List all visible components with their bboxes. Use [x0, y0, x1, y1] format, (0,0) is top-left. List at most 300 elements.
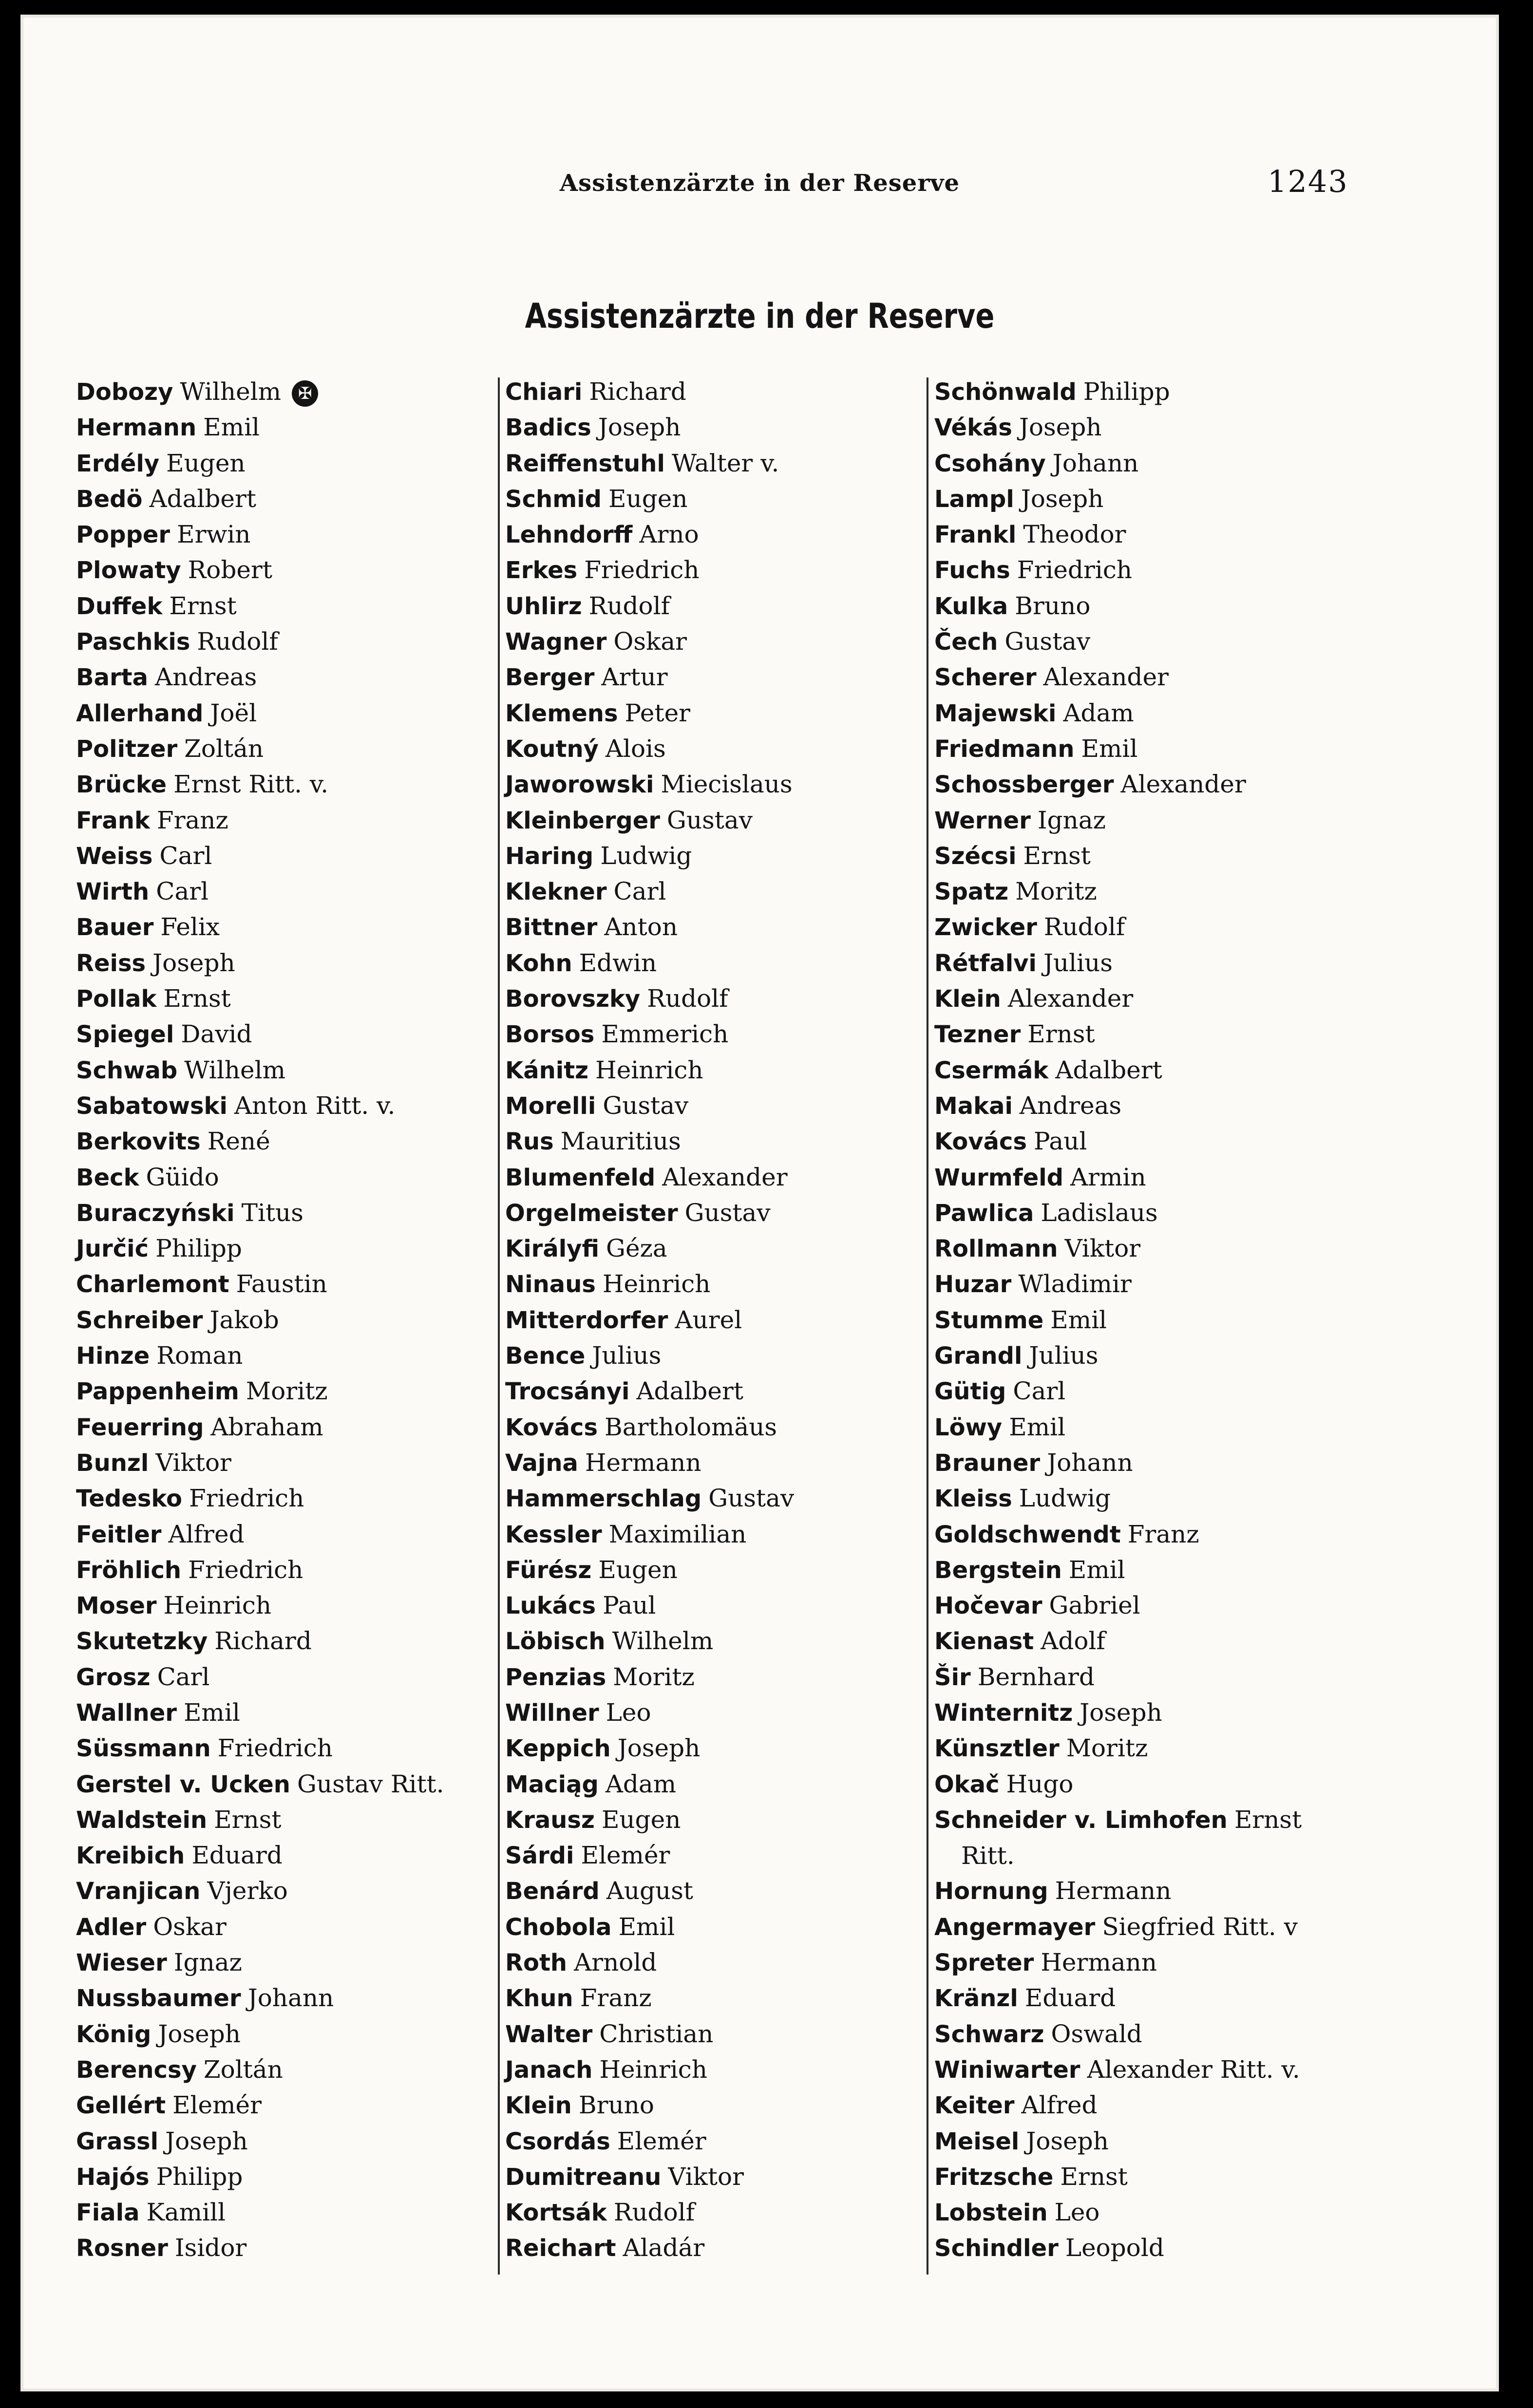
- surname: Schreiber: [76, 1306, 203, 1334]
- surname: Ninaus: [505, 1271, 596, 1298]
- surname: Koutný: [505, 735, 599, 763]
- list-item: [76, 1053, 495, 1088]
- list-item: [505, 696, 924, 731]
- given-name: Friedrich: [1017, 556, 1133, 584]
- list-item: [505, 446, 924, 481]
- list-item: [505, 1410, 924, 1445]
- surname: Roth: [505, 1949, 568, 1977]
- surname: Fuchs: [934, 557, 1010, 584]
- list-item: [505, 1373, 924, 1409]
- list-item: [76, 1945, 495, 1980]
- surname: Willner: [505, 1699, 599, 1727]
- given-name: Wilhelm: [184, 1055, 285, 1084]
- given-name: Joël: [210, 698, 257, 727]
- surname: Schmid: [505, 485, 602, 513]
- given-name: Maximilian: [608, 1520, 747, 1548]
- surname: Kohn: [505, 949, 572, 977]
- given-name: Ernst: [1234, 1805, 1302, 1834]
- surname: Kleiss: [934, 1485, 1012, 1513]
- list-item: [505, 945, 924, 981]
- given-name: Felix: [160, 913, 220, 941]
- list-item: [934, 1731, 1426, 1766]
- surname: Bence: [505, 1342, 586, 1370]
- list-item: [505, 1659, 924, 1695]
- list-item: [76, 981, 495, 1016]
- list-item: [76, 767, 495, 802]
- list-item: [76, 696, 495, 731]
- list-item: [505, 2052, 924, 2088]
- given-name: Heinrich: [599, 2055, 707, 2084]
- surname: Wagner: [505, 628, 607, 656]
- list-item: [934, 2195, 1426, 2230]
- surname: Lehndorff: [505, 521, 633, 549]
- list-item: [505, 1980, 924, 2016]
- given-name: Joseph: [1026, 2126, 1109, 2155]
- surname: Berger: [505, 664, 595, 692]
- surname: Kovács: [505, 1413, 598, 1441]
- surname: Rétfalvi: [934, 949, 1037, 977]
- surname: Okač: [934, 1770, 1000, 1798]
- given-name: Franz: [580, 1984, 652, 2013]
- surname: Löbisch: [505, 1628, 606, 1656]
- given-name: Franz: [1127, 1520, 1199, 1548]
- given-name: Hermann: [1041, 1948, 1157, 1977]
- given-name: Joseph: [1021, 484, 1104, 513]
- list-item: [505, 2159, 924, 2195]
- given-name: Mauritius: [560, 1127, 681, 1156]
- list-item: [76, 1588, 495, 1623]
- surname: Wieser: [76, 1949, 167, 1977]
- list-item: [934, 1802, 1426, 1874]
- surname: Lobstein: [934, 2199, 1048, 2227]
- surname: Gerstel v. Ucken: [76, 1770, 290, 1798]
- given-name: Eugen: [598, 1555, 678, 1584]
- given-name: Gabriel: [1049, 1591, 1140, 1620]
- given-name: Isidor: [174, 2234, 247, 2262]
- surname: Dumitreanu: [505, 2163, 662, 2191]
- surname: Wirth: [76, 878, 150, 906]
- surname: Reiffenstuhl: [505, 450, 665, 477]
- list-item: [76, 1338, 495, 1373]
- given-name: Viktor: [155, 1448, 231, 1477]
- surname: Kulka: [934, 592, 1008, 620]
- given-name: Viktor: [668, 2162, 744, 2191]
- list-item: [934, 1445, 1426, 1481]
- list-item: [505, 1517, 924, 1552]
- surname: Fritzsche: [934, 2163, 1054, 2191]
- given-name: Joseph: [165, 2126, 248, 2155]
- surname: Huzar: [934, 1271, 1012, 1298]
- given-name: Rudolf: [613, 2198, 695, 2227]
- list-item: [934, 1088, 1426, 1124]
- surname: Moser: [76, 1592, 157, 1620]
- list-item: [934, 481, 1426, 517]
- list-item: [76, 1517, 495, 1552]
- given-name: Andreas: [1019, 1091, 1122, 1120]
- given-name: Friedrich: [189, 1484, 304, 1513]
- list-item: [934, 552, 1426, 588]
- given-name: Rudolf: [647, 984, 728, 1013]
- list-item: [505, 374, 924, 410]
- surname: Goldschwendt: [934, 1521, 1121, 1548]
- given-name: Bruno: [1015, 591, 1091, 620]
- given-name: Erwin: [177, 520, 251, 549]
- surname: Hermann: [76, 414, 197, 442]
- list-item: [505, 1266, 924, 1302]
- given-name: Carl: [1013, 1377, 1066, 1406]
- surname: Borovszky: [505, 985, 641, 1013]
- surname: Trocsányi: [505, 1378, 630, 1406]
- given-name: Emil: [1050, 1305, 1107, 1334]
- given-name: Johann: [247, 1984, 334, 2013]
- surname: Keiter: [934, 2092, 1015, 2120]
- surname: Haring: [505, 842, 594, 870]
- surname: Badics: [505, 414, 591, 442]
- given-name: Ernst: [169, 591, 237, 620]
- surname: Zwicker: [934, 914, 1037, 941]
- list-item: [505, 1124, 924, 1159]
- surname: Scherer: [934, 664, 1037, 692]
- surname: Brücke: [76, 771, 167, 799]
- surname: Šir: [934, 1663, 971, 1691]
- surname: Klein: [505, 2092, 572, 2120]
- list-item: [934, 1195, 1426, 1231]
- given-name: Emil: [1009, 1412, 1066, 1441]
- surname: Pappenheim: [76, 1378, 239, 1406]
- given-name: Alexander: [1120, 770, 1246, 799]
- list-item: [934, 624, 1426, 659]
- given-name: Julius: [1043, 948, 1113, 977]
- list-item: [76, 1231, 495, 1266]
- given-name: Elemér: [172, 2091, 262, 2120]
- surname: Schossberger: [934, 771, 1114, 799]
- surname: Schwab: [76, 1056, 178, 1084]
- surname: Vranjican: [76, 1878, 201, 1905]
- given-name: Kamill: [146, 2198, 226, 2227]
- list-item: [76, 410, 495, 445]
- surname: Grassl: [76, 2127, 159, 2155]
- given-name: Julius: [592, 1341, 662, 1370]
- list-item: [76, 1980, 495, 2016]
- name-continuation: Ritt.: [961, 1842, 1015, 1870]
- list-item: [934, 945, 1426, 981]
- surname: Meisel: [934, 2127, 1020, 2155]
- list-item: [76, 1838, 495, 1873]
- list-item: [505, 2088, 924, 2123]
- surname: Rosner: [76, 2235, 168, 2262]
- surname: Rollmann: [934, 1235, 1058, 1263]
- surname: Hammerschlag: [505, 1485, 702, 1513]
- surname: Pollak: [76, 985, 157, 1013]
- list-item: [934, 374, 1426, 410]
- list-item: [934, 1873, 1426, 1909]
- name-column-2: [505, 374, 924, 2266]
- section-title: Assistenzärzte in der Reserve: [525, 296, 995, 336]
- list-item: [934, 1695, 1426, 1731]
- list-item: [934, 1231, 1426, 1266]
- given-name: Alexander: [1043, 663, 1169, 692]
- list-item: [76, 624, 495, 659]
- surname: König: [76, 2020, 151, 2048]
- list-item: [505, 1338, 924, 1373]
- surname: Kleinberger: [505, 807, 660, 834]
- given-name: Ignaz: [173, 1948, 242, 1977]
- given-name: Philipp: [156, 2162, 243, 2191]
- given-name: Ernst: [1060, 2162, 1128, 2191]
- given-name: Roman: [156, 1341, 243, 1370]
- given-name: Ernst: [1027, 1020, 1095, 1049]
- given-name: Elemér: [581, 1841, 670, 1870]
- surname: Werner: [934, 807, 1031, 834]
- surname: Grosz: [76, 1663, 151, 1691]
- list-item: [934, 2016, 1426, 2052]
- list-item: [934, 1980, 1426, 2016]
- surname: Schindler: [934, 2235, 1059, 2262]
- list-item: [934, 981, 1426, 1016]
- surname: Kessler: [505, 1521, 602, 1548]
- given-name: Moritz: [613, 1662, 695, 1691]
- given-name: Heinrich: [163, 1591, 272, 1620]
- given-name: Faustin: [236, 1270, 327, 1298]
- list-item: [934, 2052, 1426, 2088]
- list-item: [76, 588, 495, 624]
- list-item: [505, 2230, 924, 2266]
- given-name: Gustav: [684, 1198, 771, 1227]
- given-name: Zoltán: [203, 2055, 283, 2084]
- page-number: 1243: [1268, 164, 1348, 199]
- surname: Fürész: [505, 1556, 592, 1584]
- list-item: [76, 1410, 495, 1445]
- surname: Wurmfeld: [934, 1164, 1064, 1191]
- surname: Löwy: [934, 1413, 1003, 1441]
- list-item: [76, 1695, 495, 1731]
- list-item: [505, 1945, 924, 1980]
- list-item: [505, 1873, 924, 1909]
- list-item: [505, 767, 924, 802]
- list-item: [934, 731, 1426, 767]
- given-name: Siegfried Ritt. v: [1102, 1912, 1298, 1941]
- list-item: [505, 1195, 924, 1231]
- given-name: Friedrich: [188, 1555, 303, 1584]
- surname: Khun: [505, 1985, 573, 2013]
- given-name: Alfred: [168, 1520, 245, 1548]
- list-item: [934, 1659, 1426, 1695]
- list-item: [76, 374, 495, 410]
- surname: Erkes: [505, 557, 578, 584]
- given-name: Theodor: [1023, 520, 1126, 549]
- list-item: [76, 1445, 495, 1481]
- list-item: [76, 659, 495, 695]
- given-name: Joseph: [158, 2019, 241, 2048]
- given-name: Adalbert: [1055, 1055, 1162, 1084]
- given-name: Ladislaus: [1041, 1198, 1158, 1227]
- surname: Klein: [934, 985, 1001, 1013]
- surname: Wallner: [76, 1699, 177, 1727]
- given-name: Richard: [214, 1627, 312, 1656]
- given-name: Arnold: [574, 1948, 657, 1977]
- surname: Királyfi: [505, 1235, 600, 1263]
- list-item: [76, 2088, 495, 2123]
- surname: Csohány: [934, 450, 1046, 477]
- given-name: Eduard: [1024, 1984, 1116, 2013]
- given-name: Alfred: [1021, 2091, 1098, 2120]
- list-item: [934, 659, 1426, 695]
- list-item: [76, 2016, 495, 2052]
- surname: Süssmann: [76, 1735, 211, 1763]
- surname: Sabatowski: [76, 1092, 227, 1120]
- list-item: [505, 1231, 924, 1266]
- given-name: Wilhelm: [180, 377, 282, 406]
- list-item: [76, 2052, 495, 2088]
- list-item: [934, 767, 1426, 802]
- surname: Friedmann: [934, 735, 1075, 763]
- given-name: Joseph: [617, 1734, 700, 1763]
- surname: Adler: [76, 1913, 147, 1941]
- surname: Berkovits: [76, 1128, 201, 1156]
- surname: Fröhlich: [76, 1556, 182, 1584]
- surname: Nussbaumer: [76, 1985, 241, 2013]
- given-name: Gustav: [603, 1091, 689, 1120]
- given-name: Andreas: [154, 663, 257, 692]
- list-item: [76, 1552, 495, 1588]
- surname: Bergstein: [934, 1556, 1062, 1584]
- column-divider: [498, 377, 500, 2275]
- surname: Bauer: [76, 914, 154, 941]
- given-name: Ludwig: [600, 841, 692, 870]
- given-name: Eduard: [191, 1841, 283, 1870]
- given-name: Emil: [618, 1912, 675, 1941]
- list-item: [934, 2230, 1426, 2266]
- list-item: [76, 838, 495, 874]
- given-name: Wladimir: [1018, 1270, 1132, 1298]
- given-name: Bartholomäus: [605, 1412, 777, 1441]
- surname: Hornung: [934, 1878, 1048, 1905]
- surname: Vékás: [934, 414, 1012, 442]
- list-item: [505, 2124, 924, 2159]
- given-name: Armin: [1070, 1163, 1146, 1191]
- given-name: Bernhard: [977, 1662, 1095, 1691]
- list-item: [934, 1410, 1426, 1445]
- surname: Makai: [934, 1092, 1013, 1120]
- list-item: [505, 588, 924, 624]
- list-item: [505, 1588, 924, 1623]
- surname: Brauner: [934, 1449, 1041, 1477]
- list-item: [76, 517, 495, 552]
- given-name: Güido: [146, 1163, 219, 1191]
- given-name: Adam: [605, 1769, 677, 1798]
- list-item: [505, 624, 924, 659]
- list-item: [76, 446, 495, 481]
- list-item: [934, 2088, 1426, 2123]
- surname: Paschkis: [76, 628, 190, 656]
- list-item: [505, 481, 924, 517]
- list-item: [76, 1767, 495, 1802]
- page: [20, 15, 1499, 2391]
- given-name: Zoltán: [184, 734, 264, 763]
- given-name: Friedrich: [584, 556, 700, 584]
- surname: Majewski: [934, 699, 1057, 727]
- list-item: [934, 1481, 1426, 1516]
- given-name: Gustav: [708, 1484, 795, 1513]
- surname: Gütig: [934, 1378, 1006, 1406]
- given-name: Friedrich: [217, 1734, 333, 1763]
- list-item: [505, 1481, 924, 1516]
- surname: Barta: [76, 664, 148, 692]
- given-name: Peter: [625, 698, 691, 727]
- list-item: [505, 2195, 924, 2230]
- list-item: [76, 1088, 495, 1124]
- surname: Walter: [505, 2020, 593, 2048]
- surname: Hajós: [76, 2163, 150, 2191]
- list-item: [76, 1195, 495, 1231]
- given-name: Leo: [1054, 2198, 1100, 2227]
- list-item: [934, 446, 1426, 481]
- given-name: Philipp: [155, 1234, 242, 1263]
- surname: Frank: [76, 807, 150, 834]
- surname: Schneider v. Limhofen: [934, 1806, 1228, 1834]
- list-item: [505, 803, 924, 838]
- given-name: August: [606, 1877, 694, 1905]
- list-item: [505, 838, 924, 874]
- given-name: Jakob: [209, 1305, 279, 1334]
- given-name: Joseph: [1019, 413, 1102, 442]
- given-name: Eugen: [608, 484, 688, 513]
- given-name: Anton: [604, 913, 678, 941]
- given-name: Carl: [613, 877, 666, 906]
- list-item: [76, 1266, 495, 1302]
- surname: Spiegel: [76, 1021, 174, 1049]
- surname: Keppich: [505, 1735, 611, 1763]
- given-name: Joseph: [598, 413, 681, 442]
- given-name: Emil: [203, 413, 260, 442]
- surname: Orgelmeister: [505, 1199, 678, 1227]
- list-item: [505, 2016, 924, 2052]
- given-name: Ludwig: [1019, 1484, 1111, 1513]
- given-name: Géza: [606, 1234, 667, 1263]
- list-item: [505, 1731, 924, 1766]
- given-name: Adolf: [1041, 1627, 1105, 1656]
- list-item: [505, 731, 924, 767]
- surname: Csermák: [934, 1056, 1049, 1084]
- given-name: Ernst: [1023, 841, 1091, 870]
- column-divider: [927, 377, 928, 2275]
- surname: Borsos: [505, 1021, 595, 1049]
- given-name: Leopold: [1065, 2234, 1164, 2262]
- surname: Klekner: [505, 878, 607, 906]
- given-name: Alexander Ritt. v.: [1087, 2055, 1300, 2084]
- list-item: [934, 1945, 1426, 1980]
- list-item: [934, 1338, 1426, 1373]
- list-item: [76, 481, 495, 517]
- surname: Politzer: [76, 735, 178, 763]
- given-name: Carl: [159, 841, 212, 870]
- list-item: [934, 1767, 1426, 1802]
- surname: Lukács: [505, 1592, 596, 1620]
- given-name: Aladár: [623, 2234, 705, 2262]
- surname: Künsztler: [934, 1735, 1060, 1763]
- surname: Spatz: [934, 878, 1009, 906]
- surname: Maciąg: [505, 1770, 599, 1798]
- given-name: Abraham: [210, 1412, 323, 1441]
- surname: Jaworowski: [505, 771, 654, 799]
- given-name: Ignaz: [1037, 806, 1106, 834]
- surname: Klemens: [505, 699, 618, 727]
- surname: Hinze: [76, 1342, 150, 1370]
- surname: Čech: [934, 628, 998, 656]
- given-name: Joseph: [152, 948, 235, 977]
- surname: Kánitz: [505, 1056, 589, 1084]
- surname: Spreter: [934, 1949, 1034, 1977]
